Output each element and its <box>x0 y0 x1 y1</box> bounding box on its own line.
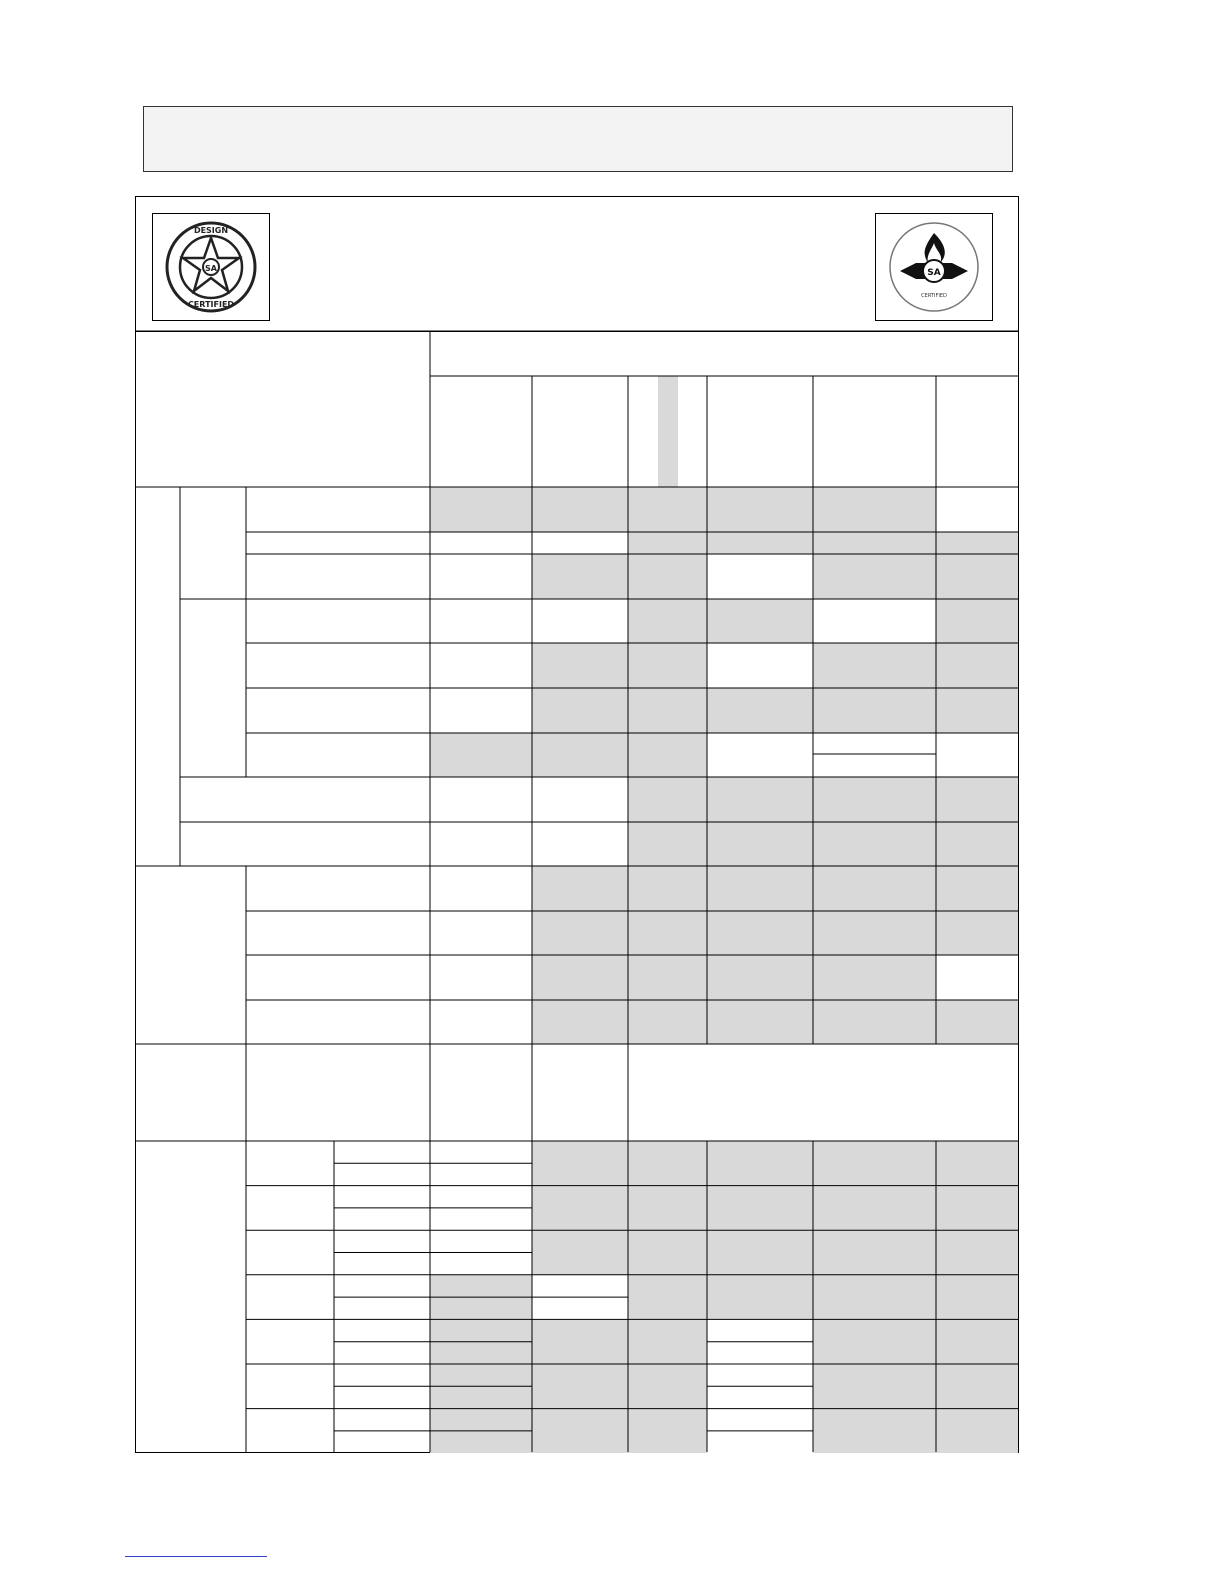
table-cell <box>813 1141 936 1186</box>
table-cell <box>936 688 1018 733</box>
table-cell <box>936 1275 1018 1320</box>
table-cell <box>707 1141 813 1186</box>
table-cell <box>628 1230 707 1275</box>
table-cell <box>430 643 532 688</box>
table-cell <box>936 777 1018 822</box>
table-cell <box>936 911 1018 955</box>
table-cell <box>813 1000 936 1044</box>
table-cell <box>430 532 532 554</box>
table-cell <box>532 599 628 643</box>
table-cell <box>936 955 1018 1000</box>
table-cell <box>430 1186 532 1231</box>
table-cell <box>628 1409 707 1454</box>
table-cell <box>813 688 936 733</box>
table-cell <box>430 1275 532 1320</box>
table-cell <box>707 822 813 866</box>
table-cell <box>707 532 813 554</box>
table-cell <box>813 1186 936 1231</box>
table-cell <box>813 1364 936 1409</box>
table-cell <box>707 1409 813 1454</box>
table-cell <box>628 1141 707 1186</box>
table-cell <box>532 777 628 822</box>
table-cell <box>707 1275 813 1320</box>
table-cell <box>813 532 936 554</box>
table-cell <box>936 599 1018 643</box>
table-cell <box>813 911 936 955</box>
table-cell <box>936 554 1018 599</box>
table-cell <box>813 487 936 532</box>
table-cell <box>936 733 1018 777</box>
table-cell <box>532 1186 628 1231</box>
table-cell <box>430 1409 532 1454</box>
table-cell <box>532 1275 628 1320</box>
table-cell <box>813 955 936 1000</box>
table-cell <box>628 777 707 822</box>
table-cell <box>707 643 813 688</box>
table-cell <box>430 487 532 532</box>
certification-table <box>135 196 1019 1453</box>
table-cell <box>813 822 936 866</box>
table-cell <box>430 1319 532 1364</box>
table-cell <box>628 532 707 554</box>
table-cell <box>707 487 813 532</box>
table-cell <box>813 599 936 643</box>
table-cell <box>628 554 707 599</box>
table-cell <box>430 1364 532 1409</box>
table-cell <box>430 822 532 866</box>
table-cell <box>628 866 707 911</box>
table-cell <box>628 822 707 866</box>
table-cell <box>813 1319 936 1364</box>
table-cell <box>532 1230 628 1275</box>
table-cell <box>628 1000 707 1044</box>
table-cell <box>707 1186 813 1231</box>
table-cell <box>813 1230 936 1275</box>
table-cell <box>813 777 936 822</box>
table-cell <box>936 1230 1018 1275</box>
table-cell <box>532 643 628 688</box>
right-logo-bottom-text: CERTIFIED <box>921 293 947 299</box>
table-cell <box>430 1230 532 1275</box>
table-cell <box>813 643 936 688</box>
table-cell <box>936 532 1018 554</box>
table-cell <box>707 599 813 643</box>
table-cell <box>430 866 532 911</box>
table-cell <box>936 1186 1018 1231</box>
table-cell <box>430 599 532 643</box>
table-cell <box>532 532 628 554</box>
table-cell <box>628 1275 707 1320</box>
table-cell <box>532 733 628 777</box>
table-cell <box>707 554 813 599</box>
table-cell <box>430 688 532 733</box>
table-cell <box>813 554 936 599</box>
table-cell <box>628 643 707 688</box>
table-cell <box>532 688 628 733</box>
table-cell <box>532 554 628 599</box>
table-cell <box>628 1364 707 1409</box>
left-logo-top-text: DESIGN <box>193 226 229 235</box>
table-cell <box>532 1409 628 1454</box>
table-cell <box>813 733 936 777</box>
table-cell <box>936 822 1018 866</box>
table-cell <box>707 1319 813 1364</box>
table-cell <box>707 733 813 777</box>
table-cell <box>936 643 1018 688</box>
table-cell <box>430 1141 532 1186</box>
table-cell <box>532 1364 628 1409</box>
table-cell <box>813 1409 936 1454</box>
header-shade-strip <box>658 376 678 487</box>
footer-link-underline[interactable] <box>125 1556 267 1557</box>
table-cell <box>936 1409 1018 1454</box>
table-cell <box>707 866 813 911</box>
table-cell <box>628 487 707 532</box>
table-cell <box>532 911 628 955</box>
left-logo-center-text: SA <box>205 264 217 273</box>
right-logo-center-text: SA <box>927 268 941 278</box>
table-cell <box>936 1000 1018 1044</box>
table-cell <box>936 866 1018 911</box>
table-cell <box>430 777 532 822</box>
table-cell <box>430 733 532 777</box>
table-cell <box>707 1364 813 1409</box>
table-grid <box>136 197 1018 1452</box>
table-cell <box>936 1319 1018 1364</box>
table-cell <box>430 554 532 599</box>
table-cell <box>532 1141 628 1186</box>
table-cell <box>936 1141 1018 1186</box>
table-cell <box>430 1000 532 1044</box>
table-cell <box>532 1319 628 1364</box>
table-cell <box>628 911 707 955</box>
table-cell <box>628 688 707 733</box>
table-cell <box>532 822 628 866</box>
table-cell <box>628 1319 707 1364</box>
title-banner <box>143 106 1013 172</box>
left-logo-bottom-text: CERTIFIED <box>187 300 235 309</box>
table-cell <box>628 1186 707 1231</box>
table-cell <box>628 733 707 777</box>
table-cell <box>628 599 707 643</box>
table-cell <box>936 1364 1018 1409</box>
table-cell <box>707 911 813 955</box>
table-cell <box>707 955 813 1000</box>
table-cell <box>532 866 628 911</box>
table-cell <box>430 911 532 955</box>
table-cell <box>430 955 532 1000</box>
table-cell <box>532 487 628 532</box>
table-cell <box>532 1000 628 1044</box>
table-cell <box>707 1230 813 1275</box>
table-cell <box>707 1000 813 1044</box>
table-cell <box>813 866 936 911</box>
table-cell <box>628 955 707 1000</box>
table-cell <box>707 777 813 822</box>
table-cell <box>707 688 813 733</box>
table-cell <box>936 487 1018 532</box>
table-cell <box>532 955 628 1000</box>
table-cell <box>813 1275 936 1320</box>
